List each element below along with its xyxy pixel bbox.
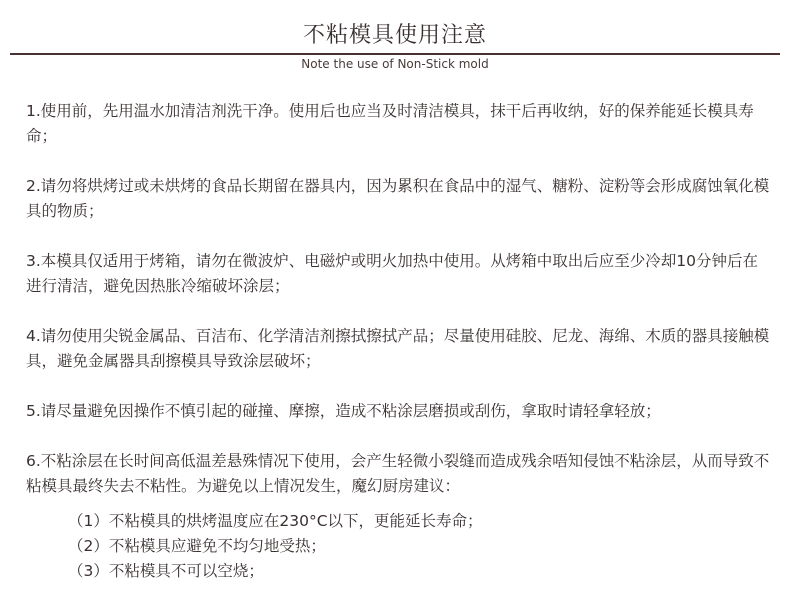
instructions-body (26, 99, 770, 524)
instruction-paragraph: 5.请尽量避免因操作不慎引起的碰撞、摩擦，造成不粘涂层磨损或刮伤，拿取时请轻拿轻放； (26, 402, 661, 420)
title-underline (274, 53, 516, 55)
title-rule-right (516, 53, 780, 55)
title-rule-left (10, 53, 274, 55)
document-title: 不粘模具使用注意 (302, 23, 487, 48)
recommendations-list (68, 509, 768, 584)
recommendation-item: （3）不粘模具不可以空烧； (68, 562, 264, 580)
document-subtitle: Note the use of Non-Stick mold (301, 57, 489, 71)
document-header (0, 0, 790, 80)
recommendation-item: （2）不粘模具应避免不均匀地受热； (68, 537, 326, 555)
instruction-paragraph: 3.本模具仅适用于烤箱，请勿在微波炉、电磁炉或明火加热中使用。从烤箱中取出后应至少冷却10分钟后在进行清洁，避免因热胀冷缩破坏涂层； (26, 252, 759, 295)
instruction-paragraph: 2.请勿将烘烤过或未烘烤的食品长期留在器具内，因为累积在食品中的湿气、糖粉、淀粉等会形成腐蚀氧化模具的物质； (26, 177, 770, 220)
instruction-paragraph: 1.使用前，先用温水加清洁剂洗干净。使用后也应当及时清洁模具，抹干后再收纳，好的保养能延长模具寿命； (26, 102, 754, 145)
recommendation-item: （1）不粘模具的烘烤温度应在230°C以下，更能延长寿命； (68, 512, 483, 530)
instruction-paragraph: 4.请勿使用尖锐金属品、百洁布、化学清洁剂擦拭擦拭产品；尽量使用硅胶、尼龙、海绵、木质的器具接触模具，避免金属器具刮擦模具导致涂层破坏； (26, 327, 770, 370)
instruction-paragraph: 6.不粘涂层在长时间高低温差悬殊情况下使用，会产生轻微小裂缝而造成残余唔知侵蚀不粘涂层，从而导致不粘模具最终失去不粘性。为避免以上情况发生，魔幻厨房建议： (26, 452, 770, 495)
